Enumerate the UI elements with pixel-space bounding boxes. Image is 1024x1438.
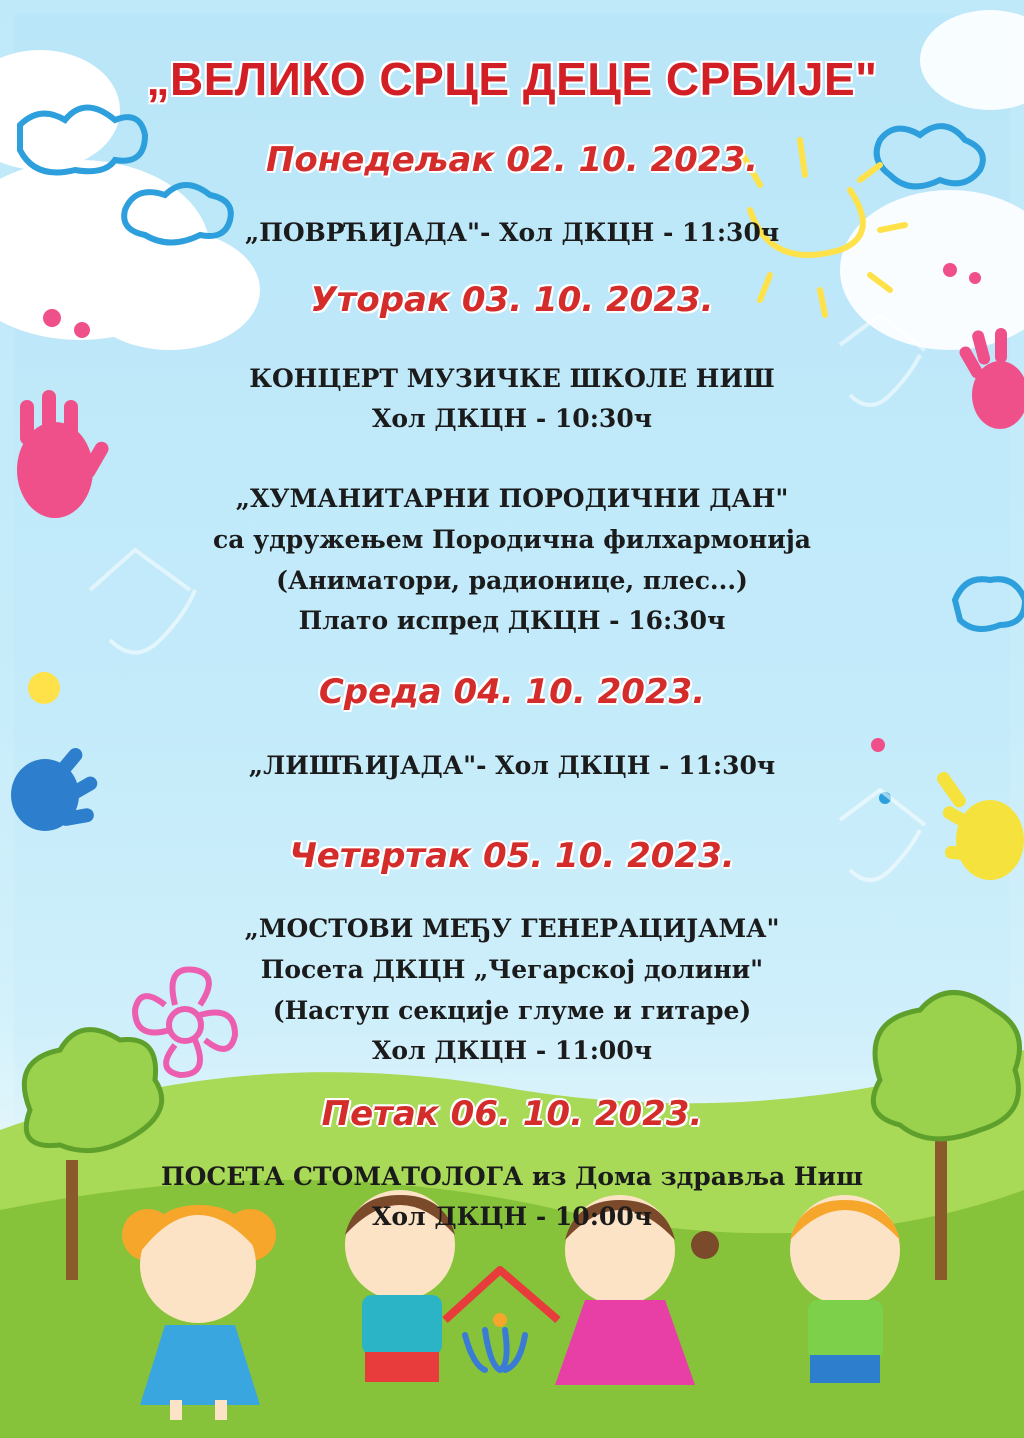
event-line: „МОСТОВИ МЕЂУ ГЕНЕРАЦИЈАМА" bbox=[244, 914, 780, 943]
event-line: „ЛИШЋИЈАДА"- Хол ДКЦН - 11:30ч bbox=[248, 751, 776, 780]
event-line: „ХУМАНИТАРНИ ПОРОДИЧНИ ДАН" bbox=[235, 484, 789, 513]
event-line: Плато испред ДКЦН - 16:30ч bbox=[298, 606, 726, 635]
day-heading-wednesday: Среда 04. 10. 2023. bbox=[318, 672, 706, 712]
event-line: Хол ДКЦН - 10:00ч bbox=[371, 1202, 653, 1231]
day-heading-friday: Петак 06. 10. 2023. bbox=[321, 1094, 703, 1134]
event-line: са удружењем Породична филхармонија bbox=[212, 525, 812, 554]
event-line: Хол ДКЦН - 10:30ч bbox=[371, 404, 653, 433]
day-heading-tuesday: Уторак 03. 10. 2023. bbox=[310, 280, 714, 320]
event-line: КОНЦЕРТ МУЗИЧКЕ ШКОЛЕ НИШ bbox=[249, 364, 775, 393]
event-line: „ПОВРЋИЈАДА"- Хол ДКЦН - 11:30ч bbox=[244, 218, 780, 247]
event-line: Посета ДКЦН „Чегарској долини" bbox=[260, 955, 764, 984]
event-line: Хол ДКЦН - 11:00ч bbox=[371, 1036, 653, 1065]
event-line: ПОСЕТА СТОМАТОЛОГА из Дома здравља Ниш bbox=[161, 1162, 863, 1191]
day-heading-thursday: Четвртак 05. 10. 2023. bbox=[289, 836, 735, 876]
day-heading-monday: Понедељак 02. 10. 2023. bbox=[265, 140, 759, 180]
event-line: (Наступ секције глуме и гитаре) bbox=[272, 996, 752, 1025]
poster-title: „ВЕЛИКО СРЦЕ ДЕЦЕ СРБИЈЕ" bbox=[146, 53, 878, 105]
event-line: (Аниматори, радионице, плес...) bbox=[276, 566, 748, 595]
